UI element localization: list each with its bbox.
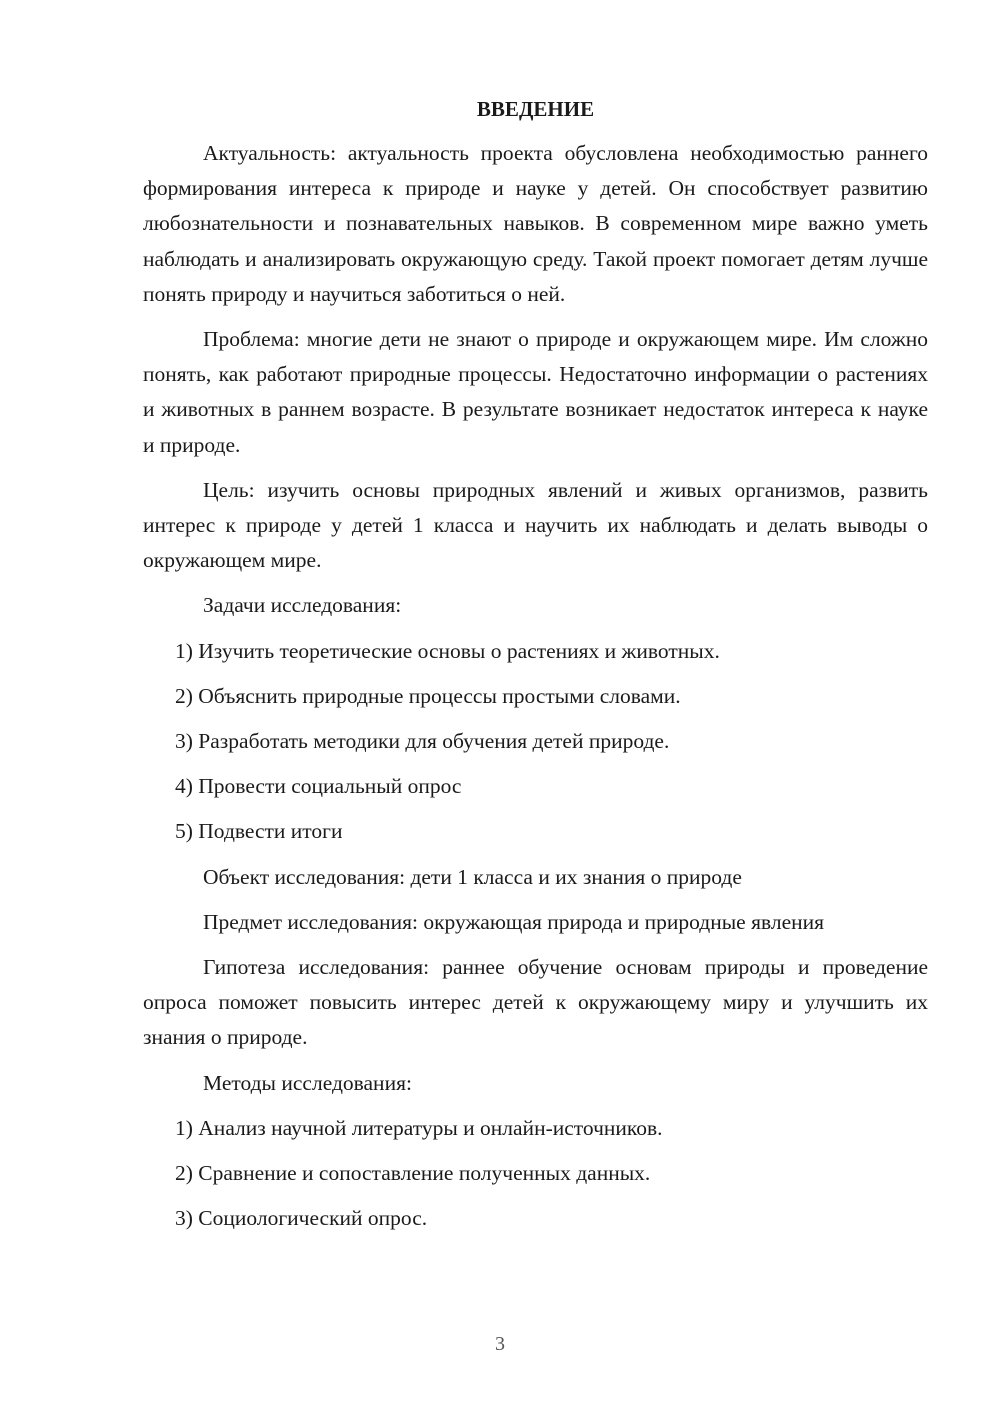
object-paragraph: Объект исследования: дети 1 класса и их знания о природе — [203, 864, 742, 889]
methods-label: Методы исследования: — [203, 1070, 412, 1095]
page-number: 3 — [495, 1333, 505, 1355]
task-item-3: 3) Разработать методики для обучения детей природе. — [175, 729, 670, 754]
hypothesis-paragraph: Гипотеза исследования: раннее обучение основам природы и проведение опроса поможет повысить интерес детей к окружающему миру и улучшить их знания о природе. — [143, 955, 928, 1050]
goal-paragraph: Цель: изучить основы природных явлений и живых организмов, развить интерес к природе у детей 1 класса и научить их наблюдать и делать выводы о окружающем мире. — [143, 477, 928, 573]
document-page — [143, 92, 928, 1246]
method-item-1: 1) Анализ научной литературы и онлайн-источников. — [175, 1115, 663, 1140]
relevance-paragraph: Актуальность: актуальность проекта обусловлена необходимостью раннего формирования интереса к природе и науке у детей. Он способствует развитию любознательности и познавательных навыков. В современном мире важно уметь наблюдать и анализировать окружающую среду. Такой проект помогает детям лучше понять природу и научиться заботиться о ней. — [143, 141, 928, 306]
task-item-2: 2) Объяснить природные процессы простыми словами. — [175, 683, 681, 708]
method-item-2: 2) Сравнение и сопоставление полученных данных. — [175, 1161, 651, 1186]
section-heading: ВВЕДЕНИЕ — [476, 97, 595, 121]
problem-paragraph: Проблема: многие дети не знают о природе и окружающем мире. Им сложно понять, как работают природные процессы. Недостаточно информации о растениях и животных в раннем возрасте. В результате возникает недостаток интереса к науке и природе. — [143, 327, 928, 457]
task-item-1: 1) Изучить теоретические основы о растениях и животных. — [175, 638, 720, 663]
tasks-label: Задачи исследования: — [203, 593, 402, 618]
method-item-3: 3) Социологический опрос. — [175, 1206, 428, 1231]
subject-paragraph: Предмет исследования: окружающая природа и природные явления — [203, 909, 825, 934]
task-item-5: 5) Подвести итоги — [175, 819, 343, 844]
task-item-4: 4) Провести социальный опрос — [175, 774, 462, 799]
